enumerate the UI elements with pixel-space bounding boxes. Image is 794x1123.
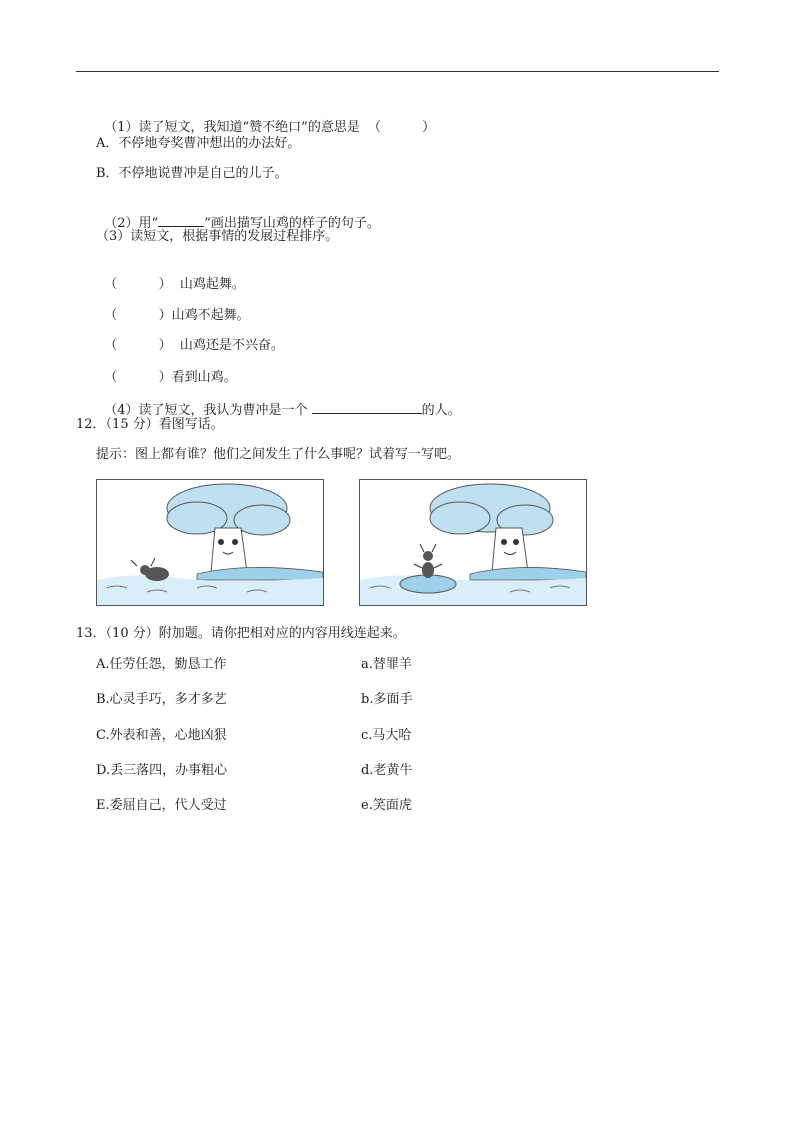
q11-sub2-after: ”画出描写山鸡的样子的句子。 <box>204 216 380 231</box>
underline-sample <box>158 214 204 227</box>
match-left-item[interactable]: E.委屈自己，代人受过 <box>96 798 227 813</box>
order-item <box>96 354 237 386</box>
order-item <box>96 261 245 293</box>
q12-hint: 提示：图上都有谁？他们之间发生了什么事呢？试着写一写吧。 <box>96 447 461 462</box>
ant-drowning-illustration <box>97 480 323 605</box>
match-right-item[interactable]: c.马大哈 <box>361 728 412 743</box>
q11-sub1-answer-paren[interactable]: （ ） <box>367 120 436 135</box>
order-item-text: 山鸡起舞。 <box>171 277 245 292</box>
q11-sub1-text: （1）读了短文，我知道“赞不绝口”的意思是 <box>104 120 360 135</box>
match-left-item[interactable]: B.心灵手巧，多才多艺 <box>96 692 227 707</box>
order-answer-paren[interactable]: （ ） <box>104 277 172 292</box>
match-left-item[interactable]: D.丢三落四，办事粗心 <box>96 763 228 778</box>
order-item <box>96 292 250 324</box>
q11-option-a: A．不停地夸奖曹冲想出的办法好。 <box>96 136 301 151</box>
picture-panel-2 <box>359 479 587 606</box>
order-answer-paren[interactable]: （ ） <box>104 338 172 353</box>
header-rule <box>76 71 719 72</box>
match-right-item[interactable]: e.笑面虎 <box>361 798 412 813</box>
ant-on-leaf-illustration <box>360 480 586 605</box>
order-item-text: 山鸡还是不兴奋。 <box>171 338 284 353</box>
match-left-item[interactable]: A.任劳任怨，勤恳工作 <box>96 657 227 672</box>
q11-sub4 <box>96 385 461 419</box>
q11-sub2-before: （2）用“ <box>104 216 159 231</box>
q11-sub1 <box>96 104 435 136</box>
q11-option-b: B．不停地说曹冲是自己的儿子。 <box>96 166 288 181</box>
q11-sub3: （3）读短文，根据事情的发展过程排序。 <box>96 229 339 244</box>
match-right-item[interactable]: b.多面手 <box>361 692 413 707</box>
q11-sub4-answer-blank[interactable] <box>312 401 422 414</box>
q11-sub2 <box>96 198 380 232</box>
picture-panel-1 <box>96 479 324 606</box>
order-answer-paren[interactable]: （ ） <box>104 308 172 323</box>
q11-sub4-before: （4）读了短文，我认为曹冲是一个 <box>104 403 312 418</box>
order-item-text: 山鸡不起舞。 <box>171 308 250 323</box>
q13-title: 13．（10 分）附加题。请你把相对应的内容用线连起来。 <box>76 626 406 641</box>
order-answer-paren[interactable]: （ ） <box>104 370 172 385</box>
q12-title: 12．（15 分）看图写话。 <box>76 417 224 432</box>
q11-sub4-after: 的人。 <box>421 403 461 418</box>
order-item <box>96 322 284 354</box>
match-left-item[interactable]: C.外表和善，心地凶狠 <box>96 728 227 743</box>
match-right-item[interactable]: d.老黄牛 <box>361 763 413 778</box>
order-item-text: 看到山鸡。 <box>171 370 237 385</box>
match-right-item[interactable]: a.替罪羊 <box>361 657 412 672</box>
